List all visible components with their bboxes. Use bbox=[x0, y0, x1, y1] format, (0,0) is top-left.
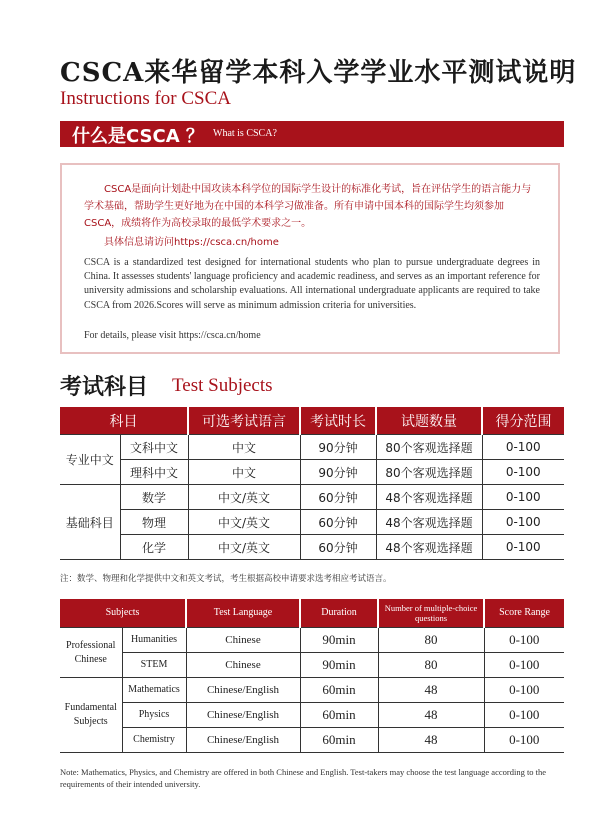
subject-cell: STEM bbox=[122, 653, 186, 678]
table-row bbox=[60, 678, 564, 703]
language-cell: 中文/英文 bbox=[188, 535, 300, 560]
duration-cell: 90min bbox=[300, 653, 378, 678]
table-header-cell: 试题数量 bbox=[376, 407, 482, 435]
range-cell: 0-100 bbox=[484, 703, 564, 728]
subject-cell: 文科中文 bbox=[120, 435, 188, 460]
table-row bbox=[60, 653, 564, 678]
subjects-table-zh bbox=[60, 407, 564, 560]
language-cell: Chinese bbox=[186, 628, 300, 653]
intro-paragraph-en: CSCA is a standardized test designed for international students who plan to pursue undergraduate degrees in China. It assesses students' language proficiency and academic readiness, and serves as an important reference for university admissions and scholarship evaluations. All international undergraduate applicants are required to take CSCA from 2026.Scores will serve as minimum admission criteria for universities. bbox=[84, 257, 540, 311]
table-header-cell: Score Range bbox=[484, 599, 564, 628]
group-cell: Professional Chinese bbox=[60, 628, 122, 678]
language-cell: Chinese/English bbox=[186, 728, 300, 753]
table-header-row bbox=[60, 599, 564, 628]
range-cell: 0-100 bbox=[484, 728, 564, 753]
language-cell: 中文 bbox=[188, 435, 300, 460]
subject-cell: Humanities bbox=[122, 628, 186, 653]
range-cell: 0-100 bbox=[484, 678, 564, 703]
questions-cell: 48 bbox=[378, 728, 484, 753]
questions-cell: 80个客观选择题 bbox=[376, 460, 482, 485]
subject-cell: Mathematics bbox=[122, 678, 186, 703]
duration-cell: 60分钟 bbox=[300, 510, 376, 535]
table-row bbox=[60, 535, 564, 560]
table-note-zh: 注：数学、物理和化学提供中文和英文考试，考生根据高校申请要求选考相应考试语言。 bbox=[60, 574, 392, 584]
duration-cell: 60min bbox=[300, 703, 378, 728]
table-header-cell: 科目 bbox=[60, 407, 188, 435]
table-row bbox=[60, 728, 564, 753]
duration-cell: 60分钟 bbox=[300, 485, 376, 510]
duration-cell: 60min bbox=[300, 678, 378, 703]
intro-link-en: For details, please visit https://csca.cn/home bbox=[84, 330, 261, 341]
duration-cell: 60min bbox=[300, 728, 378, 753]
what-is-csca-banner bbox=[60, 121, 564, 147]
language-cell: Chinese/English bbox=[186, 703, 300, 728]
table-header-cell: 可选考试语言 bbox=[188, 407, 300, 435]
subjects-heading-en: Test Subjects bbox=[172, 375, 273, 396]
table-row bbox=[60, 510, 564, 535]
questions-cell: 80 bbox=[378, 628, 484, 653]
intro-link-zh: 具体信息请访问https://csca.cn/home bbox=[104, 237, 279, 248]
page-title: CSCA来华留学本科入学学业水平测试说明 bbox=[60, 58, 577, 88]
range-cell: 0-100 bbox=[484, 653, 564, 678]
subject-cell: Chemistry bbox=[122, 728, 186, 753]
range-cell: 0-100 bbox=[484, 628, 564, 653]
table-note-en: Note: Mathematics, Physics, and Chemistry are offered in both Chinese and English. Test-takers may choose the test language according to the requirements of their intended university. bbox=[60, 767, 547, 789]
table-row bbox=[60, 460, 564, 485]
duration-cell: 90分钟 bbox=[300, 460, 376, 485]
range-cell: 0-100 bbox=[482, 535, 564, 560]
subject-cell: 理科中文 bbox=[120, 460, 188, 485]
questions-cell: 48个客观选择题 bbox=[376, 510, 482, 535]
range-cell: 0-100 bbox=[482, 460, 564, 485]
table-row bbox=[60, 435, 564, 460]
table-header-cell: Number of multiple-choice questions bbox=[378, 599, 484, 628]
subject-cell: Physics bbox=[122, 703, 186, 728]
questions-cell: 48 bbox=[378, 678, 484, 703]
table-header-cell: Duration bbox=[300, 599, 378, 628]
range-cell: 0-100 bbox=[482, 435, 564, 460]
subject-cell: 物理 bbox=[120, 510, 188, 535]
subject-cell: 化学 bbox=[120, 535, 188, 560]
duration-cell: 90min bbox=[300, 628, 378, 653]
table-row bbox=[60, 703, 564, 728]
language-cell: 中文 bbox=[188, 460, 300, 485]
what-is-csca-heading-zh: 什么是CSCA ？ bbox=[72, 126, 204, 147]
page-subtitle: Instructions for CSCA bbox=[60, 88, 231, 109]
intro-paragraph-zh: CSCA是面向计划赴中国攻读本科学位的国际学生设计的标准化考试，旨在评估学生的语言能力与学术基础，帮助学生更好地为在中国的本科学习做准备。所有申请中国本科的国际学生均须参加CSCA，成绩将作为高校录取的最低学术要求之一。 bbox=[84, 184, 532, 229]
language-cell: 中文/英文 bbox=[188, 510, 300, 535]
language-cell: 中文/英文 bbox=[188, 485, 300, 510]
questions-cell: 80个客观选择题 bbox=[376, 435, 482, 460]
table-header-cell: Test Language bbox=[186, 599, 300, 628]
questions-cell: 48个客观选择题 bbox=[376, 485, 482, 510]
language-cell: Chinese/English bbox=[186, 678, 300, 703]
subjects-table-en bbox=[60, 599, 564, 753]
range-cell: 0-100 bbox=[482, 510, 564, 535]
table-header-cell: 得分范围 bbox=[482, 407, 564, 435]
subject-cell: 数学 bbox=[120, 485, 188, 510]
range-cell: 0-100 bbox=[482, 485, 564, 510]
table-row bbox=[60, 485, 564, 510]
questions-cell: 80 bbox=[378, 653, 484, 678]
table-row bbox=[60, 628, 564, 653]
group-cell: 基础科目 bbox=[60, 485, 120, 560]
questions-cell: 48个客观选择题 bbox=[376, 535, 482, 560]
language-cell: Chinese bbox=[186, 653, 300, 678]
duration-cell: 60分钟 bbox=[300, 535, 376, 560]
table-header-cell: 考试时长 bbox=[300, 407, 376, 435]
questions-cell: 48 bbox=[378, 703, 484, 728]
group-cell: 专业中文 bbox=[60, 435, 120, 485]
table-header-cell: Subjects bbox=[60, 599, 186, 628]
duration-cell: 90分钟 bbox=[300, 435, 376, 460]
table-header-row bbox=[60, 407, 564, 435]
group-cell: Fundamental Subjects bbox=[60, 678, 122, 753]
subjects-heading-zh: 考试科目 bbox=[60, 375, 149, 400]
what-is-csca-heading-en: What is CSCA? bbox=[213, 128, 277, 139]
